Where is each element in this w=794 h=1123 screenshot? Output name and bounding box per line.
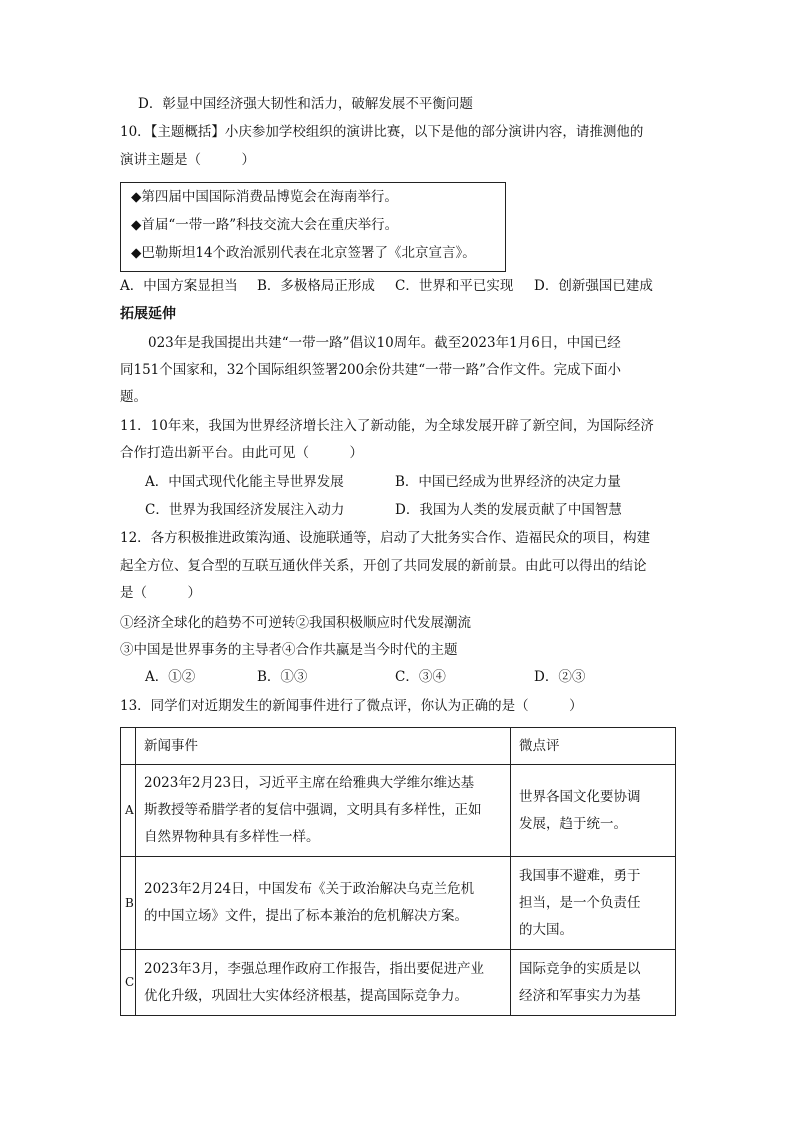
comment-cell: [511, 857, 676, 950]
q10-option-d: D．创新强国已建成: [534, 278, 653, 294]
q10-stem-line1: 10．【主题概括】小庆参加学校组织的演讲比赛，以下是他的部分演讲内容，请推测他的: [120, 124, 644, 140]
q11-option-c: C．世界为我国经济发展注入动力: [145, 502, 345, 518]
event-line: 斯教授等希腊学者的复信中强调，文明具有多样性，正如: [144, 802, 482, 818]
event-line: 2023年2月24日，中国发布《关于政治解决乌克兰危机: [144, 881, 475, 897]
q12-option-a: A．①②: [145, 669, 196, 685]
comment-line: 担当，是一个负责任: [519, 894, 641, 911]
box-item: ◆巴勒斯坦14个政治派别代表在北京签署了《北京宣言》。: [131, 245, 476, 261]
passage-line: 同151个国家和，32个国际组织签署200余份共建“一带一路”合作文件。完成下面小: [120, 362, 622, 378]
q12-stem-line1: 12．各方积极推进政策沟通、设施联通等，启动了大批务实合作、造福民众的项目，构建: [120, 530, 651, 546]
q12-stem-line3: 是（ ）: [120, 585, 201, 601]
box-item: ◆首届“一带一路”科技交流大会在重庆举行。: [131, 217, 399, 233]
passage-line: 023年是我国提出共建“一带一路”倡议10周年。截至2023年1月6日，中国已经: [148, 335, 621, 351]
event-cell: [136, 950, 511, 1016]
q10-content-box: [120, 182, 506, 272]
q11-option-a: A．中国式现代化能主导世界发展: [145, 474, 344, 490]
event-line: 2023年2月23日，习近平主席在给雅典大学维尔维达基: [144, 775, 475, 791]
event-cell: [136, 857, 511, 950]
news-table: [120, 727, 676, 1016]
q11-stem-line1: 11．10年来，我国为世界经济增长注入了新动能，为全球发展开辟了新空间，为国际经济: [120, 418, 654, 434]
event-line: 自然界物种具有多样性一样。: [144, 829, 320, 845]
q12-statements-1: ①经济全球化的趋势不可逆转②我国积极顺应时代发展潮流: [120, 615, 471, 631]
q11-option-b: B．中国已经成为世界经济的决定力量: [395, 474, 621, 490]
row-index: A: [121, 765, 136, 857]
event-line: 优化升级，巩固壮大实体经济根基，提高国际竞争力。: [144, 987, 468, 1004]
comment-cell: [511, 765, 676, 857]
comment-cell: [511, 950, 676, 1016]
section-title: 拓展延伸: [120, 306, 176, 322]
q12-statements-2: ③中国是世界事务的主导者④合作共赢是当今时代的主题: [120, 642, 458, 658]
q11-stem-line2: 合作打造出新平台。由此可见（ ）: [120, 445, 363, 461]
q9-option-d: D．彰显中国经济强大韧性和活力，破解发展不平衡问题: [138, 96, 473, 112]
comment-line: 的大国。: [519, 921, 573, 938]
q12-option-b: B．①③: [257, 669, 308, 685]
q12-option-c: C．③④: [395, 669, 446, 685]
event-cell: [136, 765, 511, 857]
q13-stem: 13．同学们对近期发生的新闻事件进行了微点评，你认为正确的是（ ）: [120, 698, 583, 714]
comment-line: 经济和军事实力为基: [519, 987, 641, 1004]
table-row: [121, 950, 676, 1016]
event-line: 2023年3月，李强总理作政府工作报告，指出要促进产业: [144, 960, 484, 977]
row-index: B: [121, 857, 136, 950]
q11-option-d: D．我国为人类的发展贡献了中国智慧: [395, 502, 622, 518]
comment-line: 发展，趋于统一。: [519, 815, 627, 832]
q10-option-c: C．世界和平已实现: [395, 278, 514, 294]
table-header-cell: [121, 728, 136, 765]
table-row: [121, 857, 676, 950]
q10-option-a: A．中国方案显担当: [120, 278, 238, 294]
comment-line: 世界各国文化要协调: [519, 788, 641, 805]
passage-line: 题。: [120, 389, 147, 405]
table-header-cell: 微点评: [511, 728, 676, 765]
q12-option-d: D．②③: [534, 669, 586, 685]
event-line: 的中国立场》文件，提出了标本兼治的危机解决方案。: [144, 908, 468, 924]
box-item: ◆第四届中国国际消费品博览会在海南举行。: [131, 189, 398, 205]
row-index: C: [121, 950, 136, 1016]
comment-line: 我国事不避难，勇于: [519, 867, 641, 884]
q10-option-b: B．多极格局正形成: [257, 278, 375, 294]
table-header-row: [121, 728, 676, 765]
q12-stem-line2: 起全方位、复合型的互联互通伙伴关系，开创了共同发展的新前景。由此可以得出的结论: [120, 558, 647, 574]
comment-line: 国际竞争的实质是以: [519, 960, 641, 977]
table-header-cell: 新闻事件: [136, 728, 511, 765]
q10-stem-line2: 演讲主题是（ ）: [120, 152, 255, 168]
table-row: [121, 765, 676, 857]
